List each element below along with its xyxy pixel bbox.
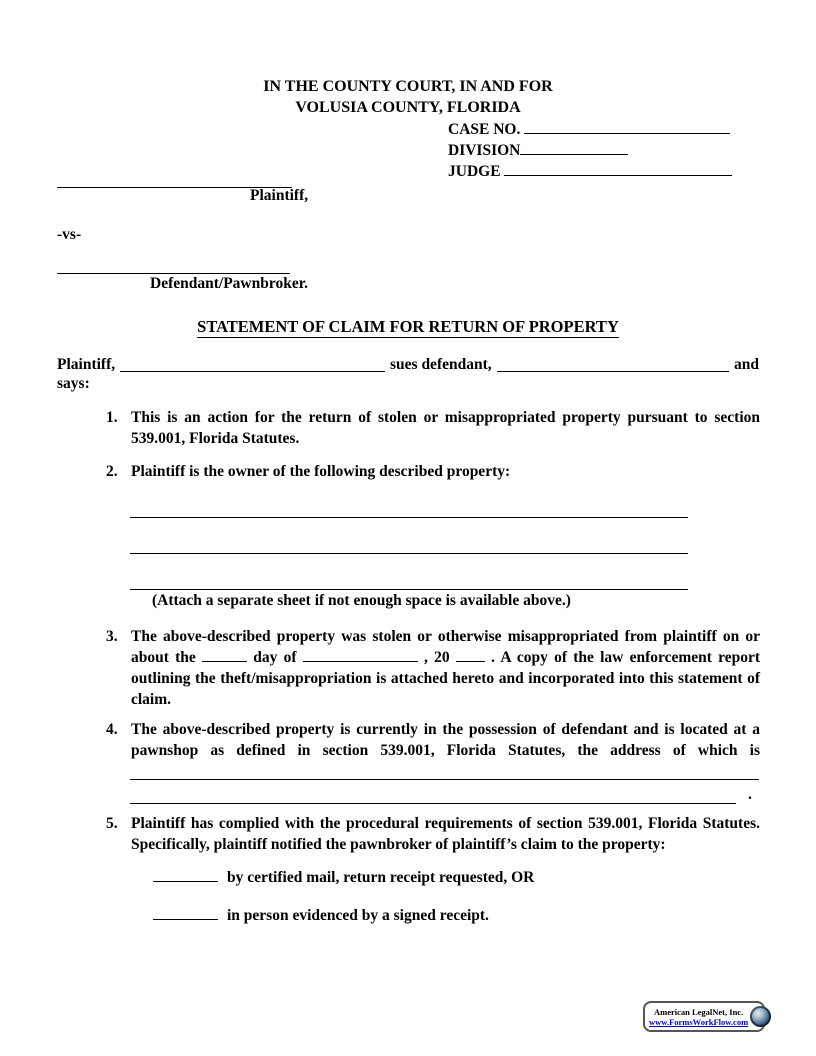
item-3-text [131, 626, 760, 710]
item-1-text: This is an action for the return of stolen or misappropriated property pursuant to section 539.001, Florida Statutes. [131, 409, 760, 447]
legalnet-company-name: American LegalNet, Inc. [653, 1006, 744, 1017]
legalnet-brand-box [643, 1001, 765, 1032]
property-description-line-3[interactable] [130, 573, 688, 590]
defendant-label: Defendant/Pawnbroker. [150, 275, 309, 292]
item-2-text: Plaintiff is the owner of the following described property: [131, 463, 511, 480]
item-4-number: 4. [106, 721, 118, 738]
court-header-line2: VOLUSIA COUNTY, FLORIDA [295, 99, 521, 116]
versus-label: -vs- [57, 226, 82, 243]
property-description-line-2[interactable] [130, 537, 688, 554]
in-person-option [153, 905, 489, 926]
item-5-text: Plaintiff has complied with the procedural requirements of section 539.001, Florida Statutes. Specifically, plaintiff notified the pawnbroker of plaintiff’s claim to the property: [131, 815, 760, 853]
opening-sues-defendant: sues defendant, [390, 356, 492, 373]
judge-row [448, 161, 732, 182]
globe-icon [750, 1006, 771, 1027]
case-no-label: CASE NO. [448, 121, 521, 138]
in-person-field[interactable] [153, 906, 218, 920]
day-field[interactable] [202, 648, 247, 662]
claim-item-2 [106, 461, 760, 482]
claim-item-3 [106, 626, 760, 710]
division-label: DIVISION [448, 142, 521, 159]
item-4-text: The above-described property is currently in the possession of defendant and is located at a pawnshop as defined in section 539.001, Florida Statutes, the address of which is [131, 721, 760, 759]
claim-item-4 [106, 719, 760, 761]
attach-sheet-note: (Attach a separate sheet if not enough space is available above.) [152, 592, 571, 609]
property-description-line-1[interactable] [130, 501, 688, 518]
court-header [0, 76, 816, 118]
opening-says: says: [57, 375, 90, 392]
certified-mail-option [153, 867, 534, 888]
plaintiff-label: Plaintiff, [250, 187, 309, 204]
item-3-seg1: The above-described property was stolen or otherwise misappropriated from plaintiff on or about the [131, 628, 760, 666]
claim-item-5 [106, 813, 760, 855]
item-5-number: 5. [106, 815, 118, 832]
case-no-field[interactable] [524, 120, 730, 134]
plaintiff-name-field[interactable] [57, 171, 292, 188]
certified-mail-field[interactable] [153, 868, 218, 882]
case-no-row [448, 119, 732, 140]
court-header-line1: IN THE COUNTY COURT, IN AND FOR [263, 78, 553, 95]
opening-and-word: and [734, 356, 759, 373]
judge-field[interactable] [504, 162, 732, 176]
item-3-seg4: . A copy of the law enforcement report outlining the theft/misappropriation is attached hereto and incorporated into this statement of claim. [131, 649, 761, 708]
item-3-seg2: day of [253, 649, 297, 666]
item-4-trailing-period: . [748, 786, 752, 803]
formsworkflow-link[interactable]: www.FormsWorkFlow.com [649, 1016, 749, 1027]
pawnshop-address-line-2[interactable] [130, 787, 736, 804]
judge-label: JUDGE [448, 163, 501, 180]
opening-sentence [57, 354, 759, 375]
claim-item-1 [106, 407, 760, 449]
case-info-block [448, 119, 732, 182]
item-3-seg3: , 20 [424, 649, 450, 666]
in-person-label: in person evidenced by a signed receipt. [227, 907, 489, 924]
item-1-number: 1. [106, 409, 118, 426]
defendant-name-field[interactable] [57, 257, 290, 274]
division-field[interactable] [520, 141, 628, 155]
document-title: STATEMENT OF CLAIM FOR RETURN OF PROPERTY [197, 317, 619, 336]
opening-plaintiff-name-field[interactable] [120, 358, 385, 372]
pawnshop-address-line-1[interactable] [130, 763, 759, 780]
certified-mail-label: by certified mail, return receipt requested, OR [227, 869, 535, 886]
opening-defendant-name-field[interactable] [497, 358, 729, 372]
opening-plaintiff-word: Plaintiff, [57, 356, 116, 373]
division-row [448, 140, 732, 161]
year-field[interactable] [456, 648, 485, 662]
item-3-number: 3. [106, 628, 118, 645]
item-2-number: 2. [106, 463, 118, 480]
legalnet-brand-text [649, 1007, 748, 1027]
month-field[interactable] [303, 648, 418, 662]
